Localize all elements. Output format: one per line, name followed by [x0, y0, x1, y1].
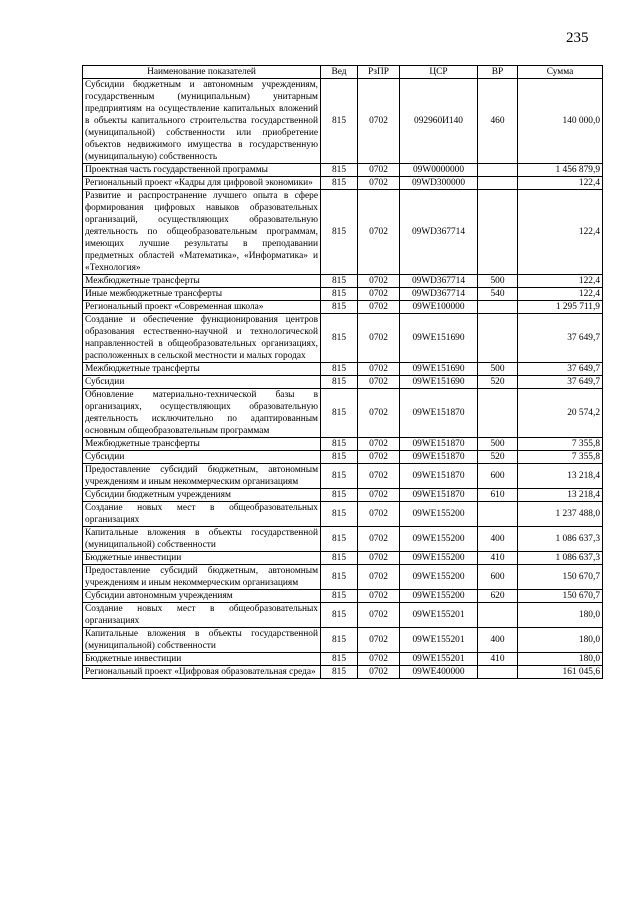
table-row: [83, 438, 603, 451]
cell-vr: [478, 164, 518, 177]
cell-sum: 161 045,6: [518, 666, 603, 679]
cell-name: Предоставление субсидий бюджетным, автономным учреждениям и иным некоммерческим организациям: [83, 464, 321, 489]
table-row: [83, 275, 603, 288]
cell-csr: 09WE151690: [400, 363, 478, 376]
cell-rzpr: 0702: [358, 451, 400, 464]
table-row: [83, 603, 603, 628]
cell-vr: 410: [478, 552, 518, 565]
cell-ved: 815: [321, 363, 358, 376]
cell-csr: 09WE151690: [400, 314, 478, 363]
cell-sum: 150 670,7: [518, 590, 603, 603]
cell-name: Региональный проект «Современная школа»: [83, 301, 321, 314]
cell-rzpr: 0702: [358, 552, 400, 565]
cell-rzpr: 0702: [358, 653, 400, 666]
header-vr: ВР: [478, 66, 518, 79]
cell-sum: 37 649,7: [518, 363, 603, 376]
cell-ved: 815: [321, 301, 358, 314]
cell-sum: 180,0: [518, 603, 603, 628]
cell-vr: [478, 314, 518, 363]
cell-rzpr: 0702: [358, 389, 400, 438]
cell-csr: 09WE151870: [400, 489, 478, 502]
cell-csr: 09W0000000: [400, 164, 478, 177]
cell-sum: 1 456 879,9: [518, 164, 603, 177]
cell-csr: 09WE151870: [400, 464, 478, 489]
header-ved: Вед: [321, 66, 358, 79]
cell-ved: 815: [321, 314, 358, 363]
cell-ved: 815: [321, 628, 358, 653]
table-row: [83, 314, 603, 363]
cell-ved: 815: [321, 666, 358, 679]
cell-rzpr: 0702: [358, 590, 400, 603]
cell-ved: 815: [321, 489, 358, 502]
cell-vr: 600: [478, 464, 518, 489]
cell-ved: 815: [321, 527, 358, 552]
cell-rzpr: 0702: [358, 314, 400, 363]
cell-vr: 460: [478, 79, 518, 164]
cell-ved: 815: [321, 389, 358, 438]
table-row: [83, 177, 603, 190]
cell-sum: 140 000,0: [518, 79, 603, 164]
table-row: [83, 527, 603, 552]
cell-rzpr: 0702: [358, 628, 400, 653]
cell-vr: [478, 177, 518, 190]
cell-csr: 09WE151690: [400, 376, 478, 389]
cell-csr: 09WE400000: [400, 666, 478, 679]
table-row: [83, 489, 603, 502]
cell-name: Бюджетные инвестиции: [83, 552, 321, 565]
cell-csr: 09WE155200: [400, 552, 478, 565]
cell-ved: 815: [321, 590, 358, 603]
cell-name: Межбюджетные трансферты: [83, 438, 321, 451]
cell-vr: 520: [478, 451, 518, 464]
budget-table: [82, 65, 603, 679]
cell-ved: 815: [321, 653, 358, 666]
cell-name: Развитие и распространение лучшего опыта в сфере формирования цифровых навыков образовательных организаций, осуществляющих образовательную деятельность по общеобразовательным программам, имеющих лучшие результаты в преподавании предметных областей «Математика», «Информатика» и «Технология»: [83, 190, 321, 275]
cell-ved: 815: [321, 603, 358, 628]
cell-csr: 09WE155200: [400, 565, 478, 590]
cell-csr: 09WE155200: [400, 502, 478, 527]
cell-sum: 122,4: [518, 177, 603, 190]
page-number: 235: [566, 30, 589, 46]
cell-ved: 815: [321, 552, 358, 565]
cell-rzpr: 0702: [358, 363, 400, 376]
table-row: [83, 565, 603, 590]
cell-name: Капитальные вложения в объекты государственной (муниципальной) собственности: [83, 527, 321, 552]
cell-ved: 815: [321, 275, 358, 288]
cell-name: Создание новых мест в общеобразовательных организациях: [83, 502, 321, 527]
cell-sum: 20 574,2: [518, 389, 603, 438]
cell-sum: 180,0: [518, 628, 603, 653]
table-row: [83, 552, 603, 565]
cell-csr: 09WD367714: [400, 190, 478, 275]
cell-sum: 122,4: [518, 190, 603, 275]
cell-sum: 13 218,4: [518, 489, 603, 502]
table-row: [83, 363, 603, 376]
cell-name: Субсидии бюджетным и автономным учреждениям, государственным (муниципальным) унитарным предприятиям на осуществление капитальных вложений в объекты капитального строительства государственной (муниципальной) собственности или приобретение объектов недвижимого имущества в государственную (муниципальную) собственность: [83, 79, 321, 164]
cell-vr: 400: [478, 628, 518, 653]
cell-rzpr: 0702: [358, 565, 400, 590]
cell-vr: [478, 502, 518, 527]
cell-sum: 37 649,7: [518, 314, 603, 363]
table-row: [83, 164, 603, 177]
cell-ved: 815: [321, 376, 358, 389]
cell-csr: 09WE155200: [400, 590, 478, 603]
cell-rzpr: 0702: [358, 527, 400, 552]
cell-ved: 815: [321, 190, 358, 275]
table-row: [83, 653, 603, 666]
cell-csr: 09WE155201: [400, 628, 478, 653]
cell-sum: 1 086 637,3: [518, 552, 603, 565]
cell-vr: 500: [478, 438, 518, 451]
header-sum: Сумма: [518, 66, 603, 79]
cell-csr: 09WE155200: [400, 527, 478, 552]
cell-csr: 09WD367714: [400, 275, 478, 288]
cell-vr: 500: [478, 275, 518, 288]
table-row: [83, 628, 603, 653]
cell-vr: 520: [478, 376, 518, 389]
cell-sum: 1 237 488,0: [518, 502, 603, 527]
cell-sum: 1 086 637,3: [518, 527, 603, 552]
cell-name: Субсидии бюджетным учреждениям: [83, 489, 321, 502]
cell-rzpr: 0702: [358, 438, 400, 451]
cell-name: Иные межбюджетные трансферты: [83, 288, 321, 301]
cell-rzpr: 0702: [358, 666, 400, 679]
cell-name: Создание новых мест в общеобразовательных организациях: [83, 603, 321, 628]
header-name: Наименование показателей: [83, 66, 321, 79]
table-row: [83, 451, 603, 464]
cell-sum: 13 218,4: [518, 464, 603, 489]
cell-rzpr: 0702: [358, 502, 400, 527]
table-row: [83, 301, 603, 314]
cell-vr: 400: [478, 527, 518, 552]
cell-vr: 540: [478, 288, 518, 301]
cell-sum: 122,4: [518, 288, 603, 301]
cell-rzpr: 0702: [358, 288, 400, 301]
cell-name: Бюджетные инвестиции: [83, 653, 321, 666]
cell-vr: 620: [478, 590, 518, 603]
cell-vr: 600: [478, 565, 518, 590]
cell-rzpr: 0702: [358, 464, 400, 489]
cell-rzpr: 0702: [358, 190, 400, 275]
cell-name: Субсидии автономным учреждениям: [83, 590, 321, 603]
cell-ved: 815: [321, 79, 358, 164]
cell-csr: 09WE155201: [400, 653, 478, 666]
cell-vr: 410: [478, 653, 518, 666]
cell-csr: 09WE151870: [400, 389, 478, 438]
table-row: [83, 666, 603, 679]
table-header-row: [83, 66, 603, 79]
cell-sum: 7 355,8: [518, 438, 603, 451]
cell-vr: [478, 190, 518, 275]
cell-ved: 815: [321, 438, 358, 451]
cell-ved: 815: [321, 451, 358, 464]
cell-rzpr: 0702: [358, 301, 400, 314]
cell-name: Межбюджетные трансферты: [83, 275, 321, 288]
cell-vr: [478, 666, 518, 679]
cell-name: Субсидии: [83, 376, 321, 389]
cell-ved: 815: [321, 177, 358, 190]
cell-sum: 150 670,7: [518, 565, 603, 590]
cell-name: Предоставление субсидий бюджетным, автономным учреждениям и иным некоммерческим организациям: [83, 565, 321, 590]
cell-name: Капитальные вложения в объекты государственной (муниципальной) собственности: [83, 628, 321, 653]
table-row: [83, 464, 603, 489]
table-row: [83, 502, 603, 527]
cell-rzpr: 0702: [358, 489, 400, 502]
cell-name: Проектная часть государственной программы: [83, 164, 321, 177]
cell-name: Межбюджетные трансферты: [83, 363, 321, 376]
cell-name: Региональный проект «Цифровая образовательная среда»: [83, 666, 321, 679]
cell-sum: 1 295 711,9: [518, 301, 603, 314]
cell-csr: 092960И140: [400, 79, 478, 164]
table-body: [83, 79, 603, 679]
cell-rzpr: 0702: [358, 79, 400, 164]
cell-csr: 09WE155201: [400, 603, 478, 628]
cell-vr: [478, 389, 518, 438]
cell-csr: 09WE151870: [400, 451, 478, 464]
cell-sum: 180,0: [518, 653, 603, 666]
cell-vr: 610: [478, 489, 518, 502]
cell-csr: 09WD367714: [400, 288, 478, 301]
table-row: [83, 79, 603, 164]
table-row: [83, 389, 603, 438]
cell-vr: [478, 603, 518, 628]
cell-sum: 37 649,7: [518, 376, 603, 389]
header-rzpr: РзПР: [358, 66, 400, 79]
cell-name: Создание и обеспечение функционирования центров образования естественно-научной и технологической направленностей в общеобразовательных организациях, расположенных в сельской местности и малых городах: [83, 314, 321, 363]
table-row: [83, 288, 603, 301]
cell-ved: 815: [321, 464, 358, 489]
cell-vr: 500: [478, 363, 518, 376]
cell-rzpr: 0702: [358, 177, 400, 190]
cell-vr: [478, 301, 518, 314]
cell-name: Региональный проект «Кадры для цифровой экономики»: [83, 177, 321, 190]
table-row: [83, 590, 603, 603]
cell-rzpr: 0702: [358, 164, 400, 177]
table-row: [83, 190, 603, 275]
cell-rzpr: 0702: [358, 275, 400, 288]
cell-ved: 815: [321, 164, 358, 177]
cell-csr: 09WD300000: [400, 177, 478, 190]
cell-csr: 09WE151870: [400, 438, 478, 451]
cell-ved: 815: [321, 502, 358, 527]
cell-sum: 122,4: [518, 275, 603, 288]
cell-rzpr: 0702: [358, 603, 400, 628]
cell-name: Субсидии: [83, 451, 321, 464]
cell-rzpr: 0702: [358, 376, 400, 389]
cell-ved: 815: [321, 288, 358, 301]
header-csr: ЦСР: [400, 66, 478, 79]
table-row: [83, 376, 603, 389]
cell-ved: 815: [321, 565, 358, 590]
cell-csr: 09WE100000: [400, 301, 478, 314]
cell-sum: 7 355,8: [518, 451, 603, 464]
cell-name: Обновление материально-технической базы в организациях, осуществляющих образовательную деятельность исключительно по адаптированным основным общеобразовательным программам: [83, 389, 321, 438]
